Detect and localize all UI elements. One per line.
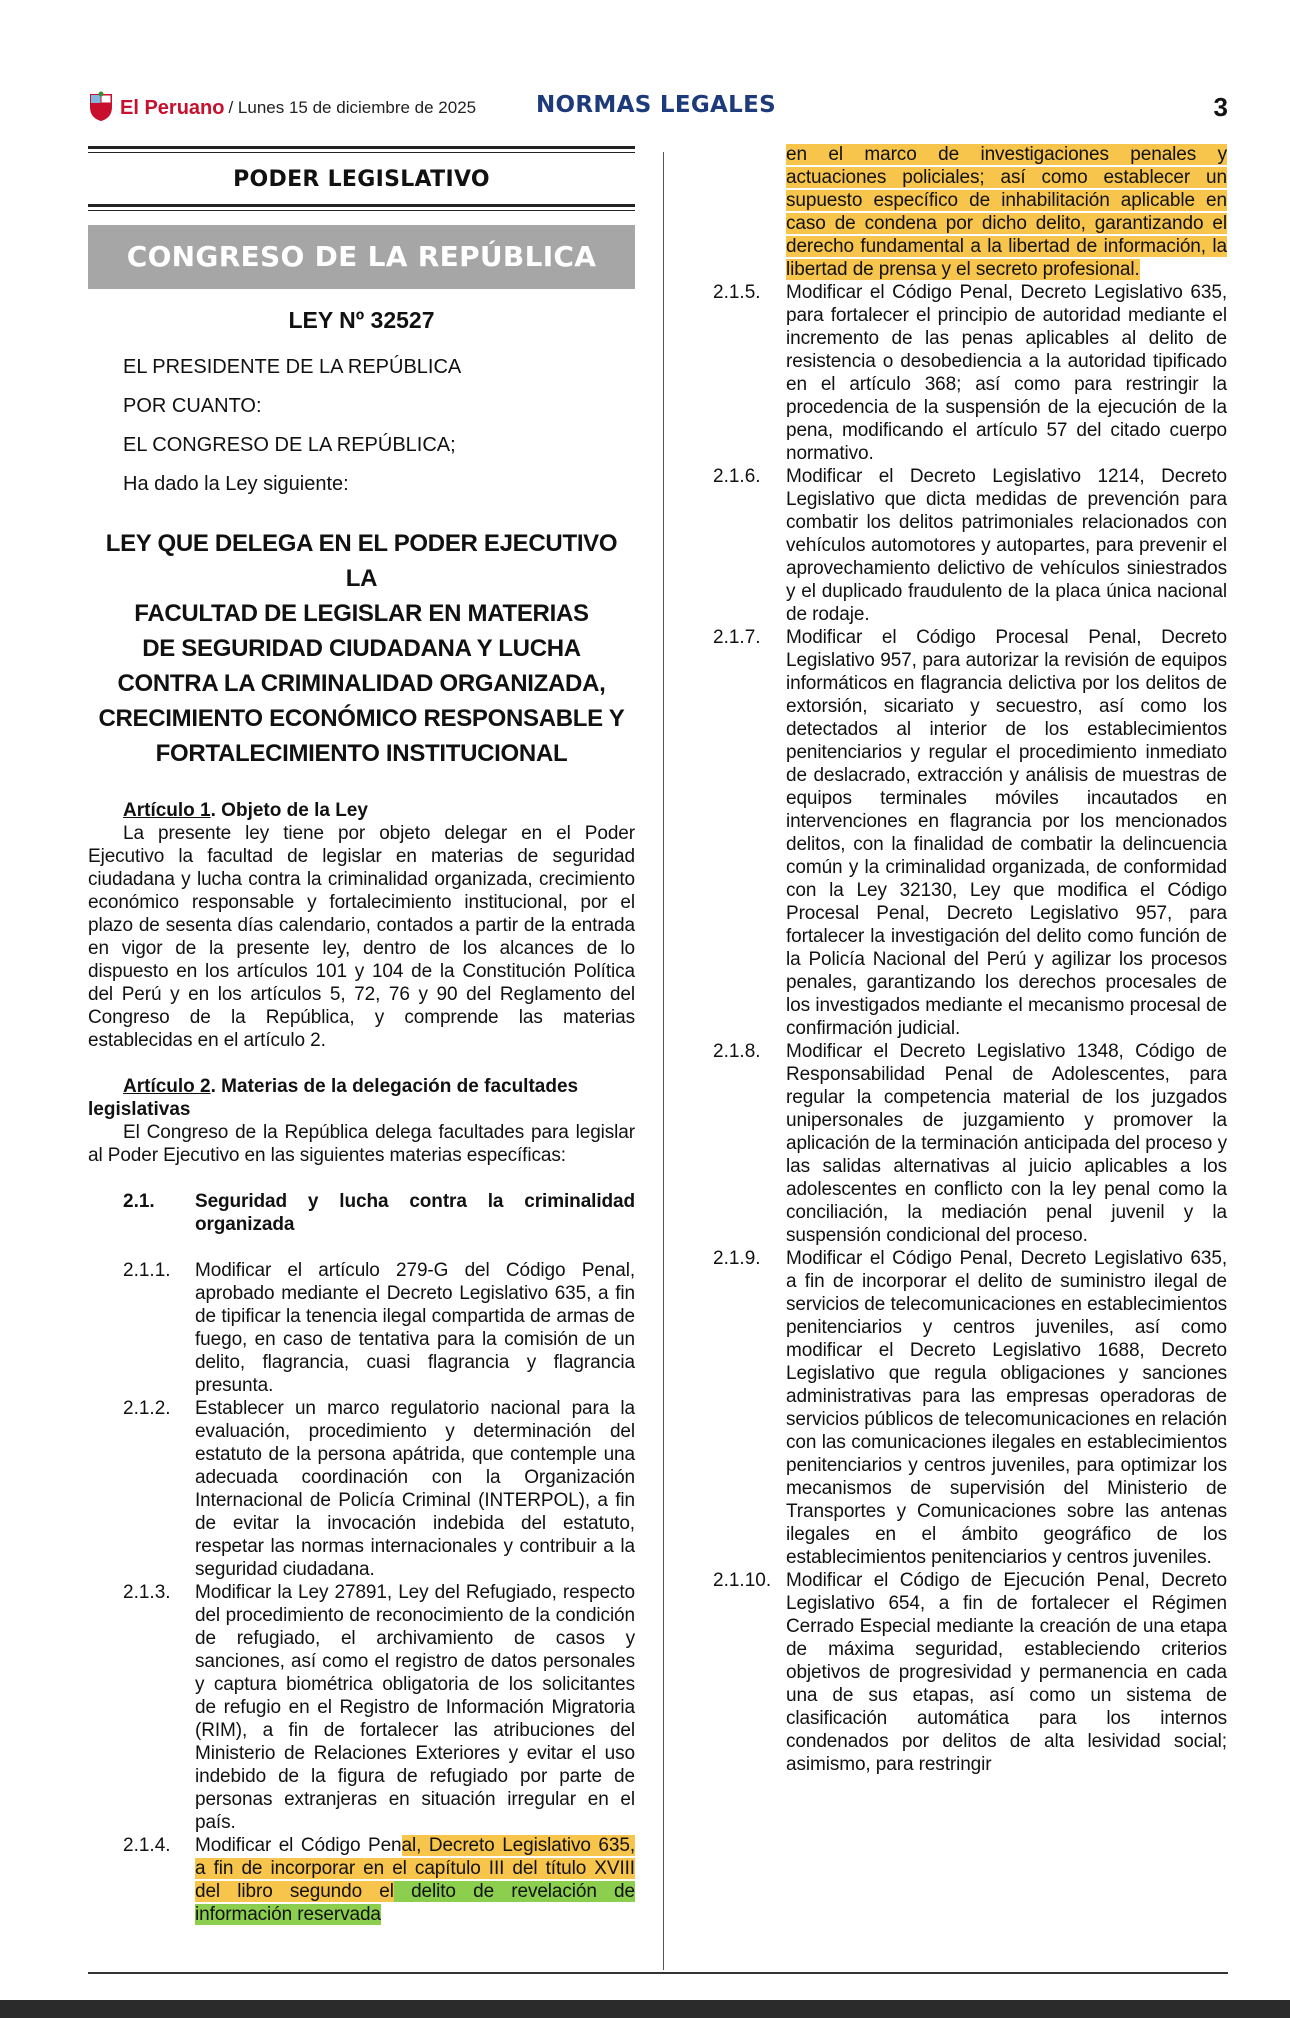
- law-title: [88, 526, 635, 771]
- right-column: [713, 143, 1227, 1776]
- list-item-highlighted: [88, 1834, 635, 1926]
- bottom-double-rule: [88, 204, 635, 211]
- issue-date: / Lunes 15 de diciembre de 2025: [228, 98, 477, 117]
- item-number: 2.1.7.: [713, 627, 761, 648]
- intro-line-2: POR CUANTO:: [123, 395, 262, 417]
- intro-line-1: EL PRESIDENTE DE LA REPÚBLICA: [123, 356, 462, 378]
- yellow-highlight: en el marco de investigaciones penales y actuaciones policiales; así como establecer un supuesto específico de inhabilitación aplicable en caso de condena por dicho delito, garantizando el derecho fundamental a la libertad de información, la libertad de prensa y el secreto profesional.: [786, 144, 1227, 280]
- item-number: 2.1.5.: [713, 282, 761, 303]
- congreso-banner: CONGRESO DE LA REPÚBLICA: [88, 225, 635, 289]
- item-text: Modificar la Ley 27891, Ley del Refugiado, respecto del procedimiento de reconocimiento de la condición de refugiado, el archivamiento de casos y sanciones, así como el registro de datos personales y captura biométrica obligatoria de los solicitantes de refugio en el Registro de Información Migratoria (RIM), a fin de fortalecer las atribuciones del Ministerio de Relaciones Exteriores y evitar el uso indebido de la figura de refugiado por parte de personas extranjeras en situación irregular en el país.: [195, 1582, 635, 1833]
- item-text: Modificar el Código Penal, Decreto Legislativo 635, a fin de incorporar el delito de suministro ilegal de servicios de telecomunicaciones en establecimientos penitenciarios y centros juveniles, así como modificar el Decreto Legislativo 1688, Decreto Legislativo que regula obligaciones y sanciones administrativas para las empresas operadoras de servicios públicos de telecomunicaciones en relación con las comunicaciones ilegales en establecimientos penitenciarios y centros juveniles, para optimizar los mecanismos de supervisión del Ministerio de Transportes y Comunicaciones sobre las antenas ilegales en el ámbito geográfico de los establecimientos penitenciarios y centros juveniles.: [786, 1248, 1227, 1568]
- law-title-line: CRECIMIENTO ECONÓMICO RESPONSABLE Y: [98, 705, 625, 732]
- item-2-1-4-continuation: [713, 143, 1227, 281]
- list-item: [713, 1247, 1227, 1569]
- intro-line-3: EL CONGRESO DE LA REPÚBLICA;: [123, 434, 456, 456]
- poder-legislativo-heading: PODER LEGISLATIVO: [233, 167, 490, 192]
- bottom-rule: [88, 1972, 1228, 1974]
- law-title-line: FORTALECIMIENTO INSTITUCIONAL: [155, 740, 568, 767]
- list-item: [88, 1397, 635, 1581]
- item-text: Modificar el artículo 279-G del Código Penal, aprobado mediante el Decreto Legislativo 635, a fin de tipificar la tenencia ilegal compartida de armas de fuego, en caso de tentativa para la comisión de un delito, flagrancia, cuasi flagrancia y flagrancia presunta.: [195, 1260, 635, 1396]
- item-text: Modificar el Decreto Legislativo 1348, Código de Responsabilidad Penal de Adolescentes, para regular la competencia material de los juzgados unipersonales de juzgamiento y promover la aplicación de la terminación anticipada del proceso y las salidas alternativas al juicio aplicables a los adolescentes en conflicto con la ley penal como la conciliación, la mediación penal juvenil y la suspensión condicional del proceso.: [786, 1041, 1227, 1246]
- item-text: Establecer un marco regulatorio nacional para la evaluación, procedimiento y determinación del estatuto de la persona apátrida, que contemple una adecuada coordinación con la Organización Internacional de Policía Criminal (INTERPOL), a fin de evitar la invocación indebida del estatuto, respetar las normas internacionales y contribuir a la seguridad ciudadana.: [195, 1398, 635, 1580]
- item-text: Modificar el Decreto Legislativo 1214, Decreto Legislativo que dicta medidas de prevención para combatir los delitos patrimoniales relacionados con vehículos automotores y autopartes, para prevenir el aprovechamiento delictivo de vehículos siniestrados y el duplicado fraudulento de la placa única nacional de rodaje.: [786, 466, 1227, 625]
- article-1-title: . Objeto de la Ley: [210, 800, 368, 821]
- article-1-text: La presente ley tiene por objeto delegar en el Poder Ejecutivo la facultad de legislar en materias de seguridad ciudadana y lucha contra la criminalidad organizada, crecimiento económico responsable y fortalecimiento institucional, por el plazo de sesenta días calendario, contados a partir de la entrada en vigor de la presente ley, dentro de los alcances de lo dispuesto en los artículos 101 y 104 de la Constitución Política del Perú y en los artículos 5, 72, 76 y 90 del Reglamento del Congreso de la República, y comprende las materias establecidas en el artículo 2.: [88, 823, 635, 1051]
- article-1-label: Artículo 1: [123, 800, 211, 821]
- intro-line-4: Ha dado la Ley siguiente:: [123, 473, 349, 495]
- article-2-text: El Congreso de la República delega facultades para legislar al Poder Ejecutivo en las siguientes materias específicas:: [88, 1122, 635, 1166]
- top-double-rule: [88, 146, 635, 153]
- brand-name: El Peruano: [120, 96, 225, 119]
- article-2-label: Artículo 2: [123, 1076, 211, 1097]
- law-title-line: CONTRA LA CRIMINALIDAD ORGANIZADA,: [117, 670, 606, 697]
- law-title-line: DE SEGURIDAD CIUDADANA Y LUCHA: [142, 635, 581, 662]
- item-number: 2.1.10.: [713, 1570, 772, 1591]
- bottom-bar: [0, 2000, 1290, 2018]
- section-title-text: Seguridad y lucha contra la criminalidad organizada: [195, 1191, 635, 1235]
- article-1-heading: [88, 799, 635, 822]
- item-number: 2.1.9.: [713, 1248, 761, 1269]
- list-item: [713, 626, 1227, 1040]
- page-number: 3: [1213, 92, 1228, 122]
- law-title-line: LEY QUE DELEGA EN EL PODER EJECUTIVO LA: [105, 530, 618, 592]
- law-number: LEY Nº 32527: [288, 307, 435, 333]
- column-divider: [663, 152, 664, 1970]
- list-item: [88, 1259, 635, 1397]
- item-number: 2.1.2.: [123, 1398, 171, 1419]
- item-number: 2.1.8.: [713, 1041, 761, 1062]
- list-item: [713, 465, 1227, 626]
- law-title-line: FACULTAD DE LEGISLAR EN MATERIAS: [134, 600, 589, 627]
- item-number: 2.1.4.: [123, 1835, 171, 1856]
- section-2-1-heading: [88, 1190, 635, 1236]
- plain-text: Modificar el Código Pen: [195, 1835, 402, 1856]
- list-item: [713, 1040, 1227, 1247]
- section-number: 2.1.: [123, 1191, 155, 1212]
- article-2-title: . Materias de la delegación de facultades legislativas: [88, 1076, 579, 1120]
- item-text: Modificar el Código Penal, Decreto Legislativo 635, para fortalecer el principio de autoridad mediante el incremento de las penas aplicables al delito de resistencia o desobediencia a la autoridad tipificado en el artículo 368; así como para restringir la procedencia de la suspensión de la ejecución de la pena, modificando el artículo 57 del citado cuerpo normativo.: [786, 282, 1227, 464]
- green-highlight: delito de revelación de información reservada: [195, 1881, 635, 1925]
- list-item: [713, 1569, 1227, 1776]
- el-peruano-logo: [88, 91, 224, 126]
- item-text: [195, 1834, 635, 1926]
- list-item: [713, 281, 1227, 465]
- item-number: 2.1.3.: [123, 1582, 171, 1603]
- section-title: NORMAS LEGALES: [536, 92, 776, 118]
- list-item: [88, 1581, 635, 1834]
- article-2-heading: [88, 1075, 635, 1121]
- item-text: Modificar el Código Procesal Penal, Decreto Legislativo 957, para autorizar la revisión de equipos informáticos en flagrancia delictiva por los delitos de extorsión, sicariato y secuestro, así como los detectados al interior de los establecimientos penitenciarios y regular el procedimiento inmediato de deslacrado, extracción y análisis de muestras de equipos terminales móviles incautados en intervenciones en flagrancia por los mencionados delitos, con la finalidad de combatir la delincuencia común y la criminalidad organizada, de conformidad con la Ley 32130, Ley que modifica el Código Procesal Penal, Decreto Legislativo 957, para fortalecer la investigación del delito como función de la Policía Nacional del Perú y agilizar los procesos penales, garantizando los derechos procesales de los investigados mediante el mecanismo procesal de confirmación judicial.: [786, 627, 1227, 1039]
- item-number: 2.1.6.: [713, 466, 761, 487]
- item-text: Modificar el Código de Ejecución Penal, Decreto Legislativo 654, a fin de fortalecer el Régimen Cerrado Especial mediante la creación de una etapa de máxima seguridad, estableciendo criterios objetivos de progresividad y permanencia en cada una de sus etapas, así como un sistema de clasificación automática para los internos condenados por delitos de alta lesividad social; asimismo, para restringir: [786, 1570, 1227, 1775]
- coat-of-arms-icon: [88, 91, 114, 126]
- yellow-highlight: al, Decreto Legislativo 635, a fin de incorporar en el capítulo III del título XVIII del libro segundo el: [195, 1835, 635, 1902]
- left-column: [88, 146, 635, 1926]
- item-number: 2.1.1.: [123, 1260, 171, 1281]
